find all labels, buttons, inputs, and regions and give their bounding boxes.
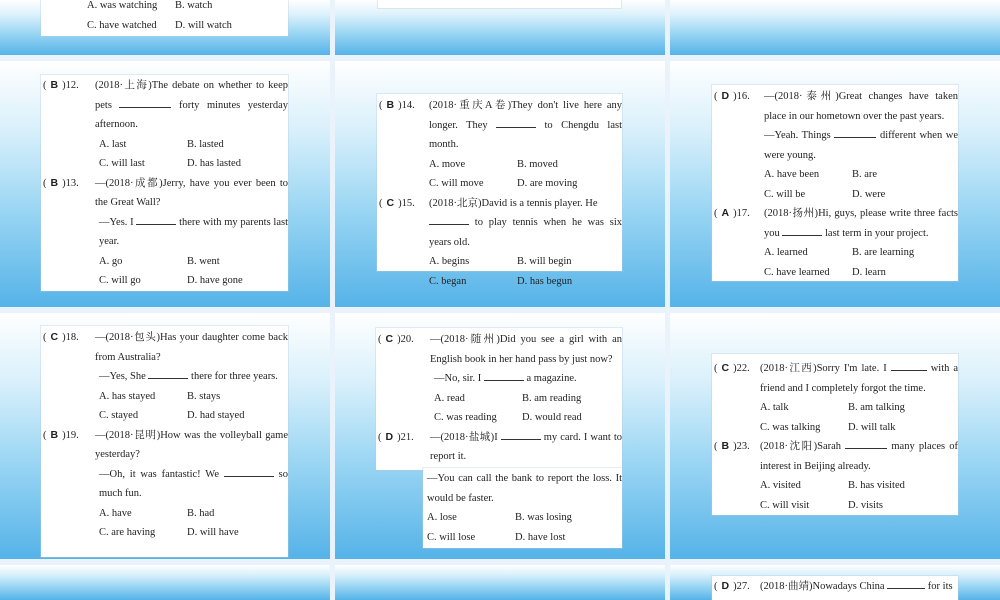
answer-label: ( D )21. [378,430,414,443]
answer-letter: A [721,207,730,219]
answer-label: ( D )16. [714,90,750,102]
answer-letter: B [721,440,730,452]
options-row: A. have been B. are [764,169,878,180]
question-source: (2018·沈阳) [760,441,818,452]
answer-label: ( C )22. [714,362,750,374]
reply-line: —Yes. I there with my parents last year. [41,213,288,252]
question-card [41,0,288,36]
slide-0 [0,0,330,55]
slide-1 [335,0,665,55]
slide-7 [335,313,665,559]
answer-blank [224,466,274,477]
options-row: C. began D. has begun [429,275,573,287]
question-source: (2018·扬州) [764,208,819,219]
options-row: A. lose B. was losing [427,512,572,523]
options-row: C. was talking D. will talk [760,421,896,433]
answer-label: ( C )20. [378,333,414,345]
options-row: C. was reading D. would read [434,412,582,423]
answer-blank [891,360,927,371]
question-21: ( D )21. —(2018·盐城)I my card. I want to report it. [376,428,622,467]
answer-blank [782,225,822,236]
question-card [41,326,288,557]
question-source: —(2018·包头) [95,332,160,343]
reply-line: —You can call the bank to report the loss. It would be faster. [427,473,622,504]
question-source: (2018·上海) [95,80,152,91]
answer-blank [148,368,188,379]
question-card [378,0,621,8]
options-row: A. begins B. will begin [429,256,572,267]
answer-label: ( A )17. [714,207,750,219]
slide-2 [670,0,1000,55]
question-22: ( C )22. (2018·江西)Sorry I'm late. I with a friend and I completely forgot the time. [712,359,958,398]
question-card [41,75,288,291]
slide-3 [0,61,330,307]
question-source: (2018·北京) [429,197,482,209]
options-row: C. will lose D. have lost [427,531,566,543]
answer-letter: C [50,331,59,343]
options-row: A. learned B. are learning [764,247,915,258]
question-card [712,354,958,515]
answer-label: ( B )14. [379,99,415,111]
answer-label: ( B )13. [43,176,79,189]
answer-letter: B [50,428,59,441]
question-source: —(2018·随州) [430,334,500,345]
answer-letter: C [721,362,730,374]
options-row: C. are having D. will have [99,527,239,538]
answer-blank [136,214,176,225]
option-d: D. will watch [175,19,232,31]
reply-line: —Yeah. Things different when we were young. [712,126,958,165]
slide-10 [335,565,665,600]
option-c: C. have watched [87,19,157,31]
question-source: —(2018·泰州) [764,91,839,102]
slide-9 [0,565,330,600]
answer-letter: D [721,90,730,102]
question-source: (2018·重庆A卷) [429,100,512,111]
question-27: ( D )27. (2018·曲靖)Nowadays China for its [712,577,958,597]
answer-blank [501,429,541,440]
question-card-continued [423,468,622,548]
options-row: C. will visit D. visits [760,499,884,511]
answer-blank [119,97,171,108]
question-source: —(2018·昆明) [95,429,161,441]
question-12: ( B )12. (2018·上海)The debate on whether to keep pets forty minutes yesterday afternoon. [41,76,288,135]
answer-letter: D [385,430,394,443]
options-row: A. move B. moved [429,158,558,170]
slide-8 [670,313,1000,559]
reply-line: —Yes, She there for three years. [41,367,288,387]
question-card [376,328,622,470]
question-14: ( B )14. (2018·重庆A卷)They don't live here any longer. They to Chengdu last month. [377,96,622,155]
options-row: A. read B. am reading [434,392,582,404]
options-row [41,16,288,36]
options-row: A. visited B. has visited [760,480,905,491]
answer-letter: D [721,580,730,592]
options-row: A. talk B. am talking [760,402,905,413]
slide-4 [335,61,665,307]
answer-blank [496,117,536,128]
question-13: ( B )13. —(2018·成都)Jerry, have you ever been to the Great Wall? [41,174,288,213]
answer-label: ( B )12. [43,79,79,91]
answer-label: ( B )19. [43,428,79,441]
question-source: (2018·江西) [760,363,817,374]
options-row: A. last B. lasted [99,138,224,150]
question-19: ( B )19. —(2018·昆明)How was the volleyball game yesterday? [41,426,288,465]
question-17: ( A )17. (2018·扬州)Hi, guys, please write three facts you last term in your project. [712,204,958,243]
answer-letter: B [50,79,59,91]
slide-6 [0,313,330,559]
answer-letter: B [50,176,59,189]
answer-blank [834,127,876,138]
question-18: ( C )18. —(2018·包头)Has your daughter come back from Australia? [41,328,288,367]
answer-blank [887,578,925,589]
options-row [41,0,288,16]
options-row: A. have B. had [99,507,215,519]
options-row: C. stayed D. had stayed [99,410,245,421]
answer-letter: C [386,196,395,209]
answer-label: ( B )23. [714,440,750,452]
option-a: A. was watching [87,0,158,11]
answer-letter: C [385,333,394,345]
options-row: A. has stayed B. stays [99,390,221,402]
answer-blank [484,370,524,381]
options-row: C. will last D. has lasted [99,158,241,169]
slide-11 [670,565,1000,600]
question-source: (2018·曲靖) [760,581,813,592]
question-card [712,576,958,600]
answer-label: ( C )15. [379,196,415,209]
options-row: A. go B. went [99,255,220,267]
answer-letter: B [386,99,395,111]
answer-label: ( D )27. [714,580,750,592]
slide-5 [670,61,1000,307]
options-row: C. have learned D. learn [764,266,886,278]
question-card [377,94,623,287]
question-source: —(2018·盐城) [430,431,495,443]
question-source: —(2018·成都) [95,177,163,189]
options-row: C. will go D. have gone [99,275,243,286]
question-16: ( D )16. —(2018·泰州)Great changes have taken place in our hometown over the past years. [712,87,958,126]
question-card [712,85,958,281]
option-b: B. watch [175,0,213,11]
question-20: ( C )20. —(2018·随州)Did you see a girl with an English book in her hand pass by just now? [376,330,622,369]
options-row: C. will be D. were [764,188,886,200]
question-23: ( B )23. (2018·沈阳)Sarah many places of interest in Beijing already. [712,437,958,476]
answer-blank [429,214,469,225]
answer-blank [845,438,887,449]
reply-line: —Oh, it was fantastic! We so much fun. [41,465,288,504]
question-15: ( C )15. (2018·北京)David is a tennis player. He to play tennis when he was six years old. [377,194,622,253]
answer-label: ( C )18. [43,331,79,343]
options-row: C. will move D. are moving [429,178,578,189]
reply-line: —No, sir. I a magazine. [376,369,622,389]
